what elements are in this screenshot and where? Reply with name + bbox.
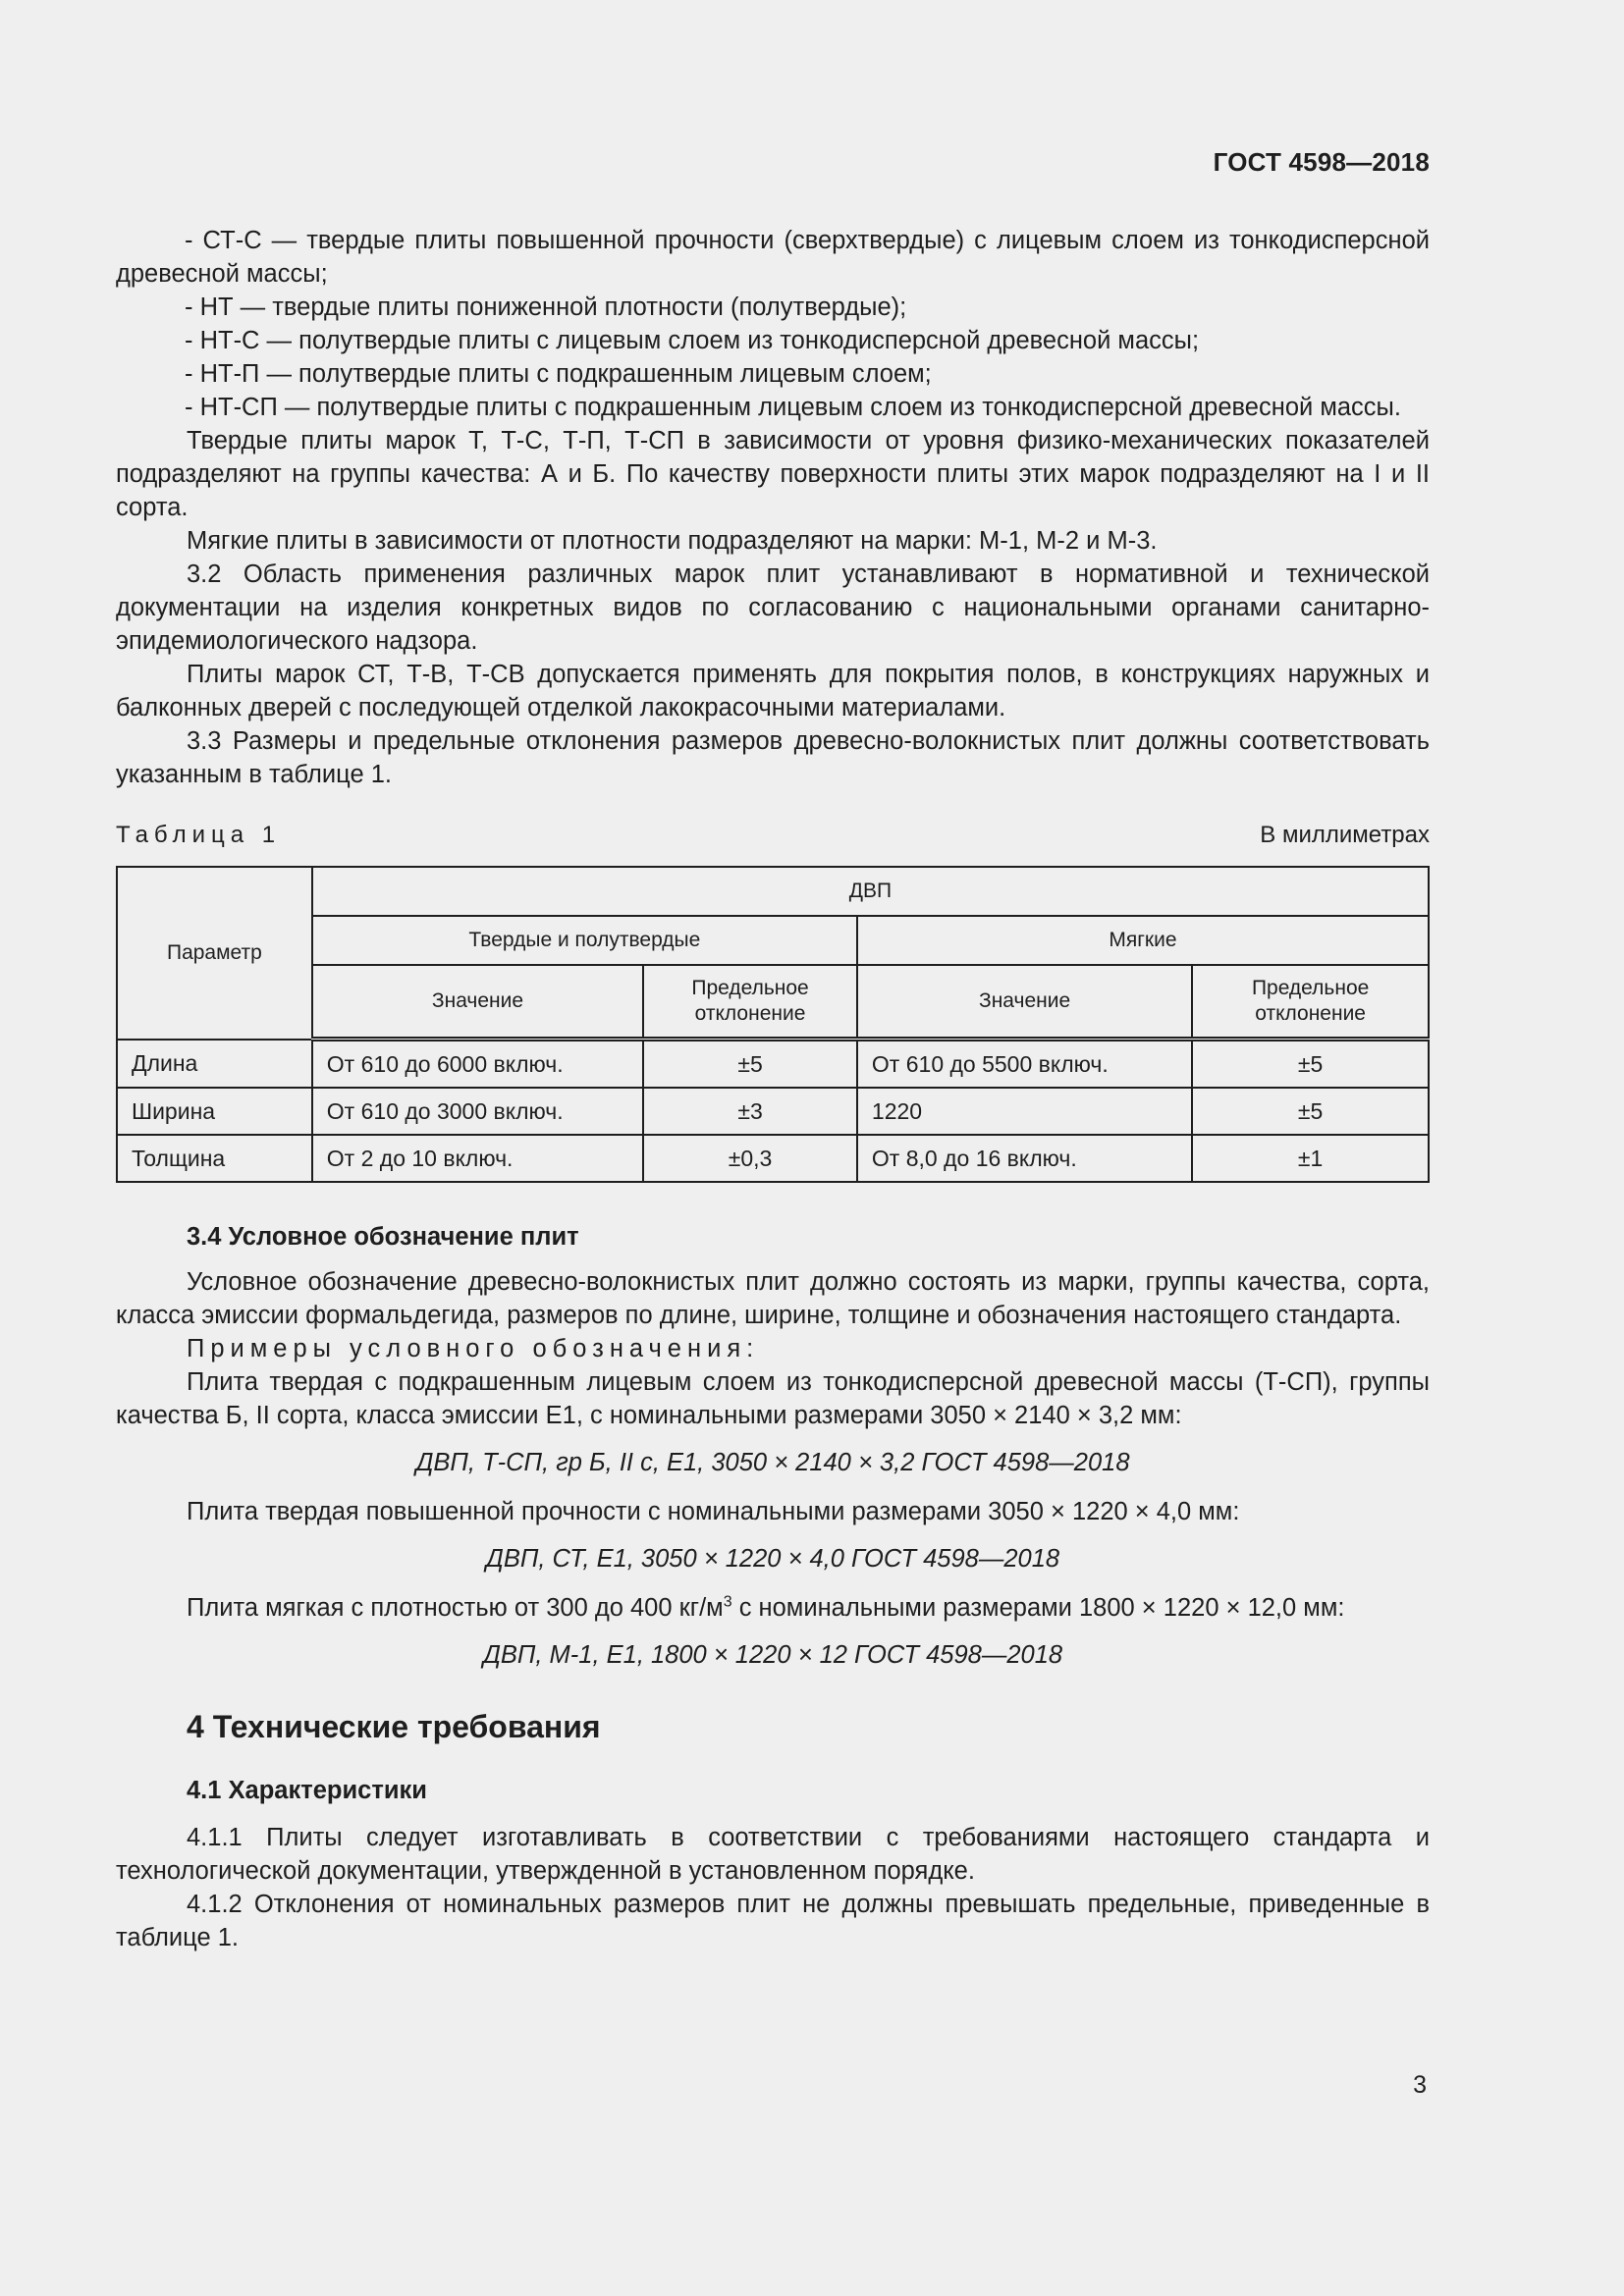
paragraph: 4.1.2 Отклонения от номинальных размеров плит не должны превышать предельные, приведенные в таблице 1.: [116, 1891, 1430, 1951]
text-fragment: с номинальными размерами 1800 × 1220 × 12,0 мм:: [731, 1594, 1345, 1622]
list-item: - НТ-СП — полутвердые плиты с подкрашенным лицевым слоем из тонкодисперсной древесной массы.: [185, 394, 1401, 421]
header-tolerance: Предельное отклонение: [643, 965, 857, 1040]
table-cell: Ширина: [117, 1088, 312, 1135]
page-content: [116, 224, 1430, 1954]
header-value: Значение: [312, 965, 643, 1040]
table-units: В миллиметрах: [1260, 822, 1430, 848]
grade-list: [116, 224, 1430, 424]
header-soft: Мягкие: [857, 916, 1429, 965]
list-item: - НТ — твердые плиты пониженной плотности (полутвердые);: [185, 294, 907, 321]
paragraph: [116, 1591, 1430, 1625]
document-header: ГОСТ 4598—2018: [1213, 147, 1430, 177]
list-item: - СТ-С — твердые плиты повышенной прочности (сверхтвердые) с лицевым слоем из тонкодисперсной древесной массы;: [116, 227, 1430, 288]
text-fragment: Плита мягкая с плотностью от 300 до 400 кг/м: [187, 1594, 724, 1622]
page-number: 3: [1413, 2071, 1427, 2099]
table-cell: От 610 до 5500 включ.: [857, 1040, 1192, 1089]
paragraph: Плита твердая повышенной прочности с номинальными размерами 3050 × 1220 × 4,0 мм:: [187, 1498, 1240, 1525]
section-4-1-title: 4.1 Характеристики: [187, 1777, 427, 1804]
header-tolerance: Предельное отклонение: [1192, 965, 1429, 1040]
designation-example: ДВП, СТ, Е1, 3050 × 1220 × 4,0 ГОСТ 4598—2018: [485, 1545, 1060, 1573]
table-cell: Длина: [117, 1040, 312, 1089]
table-row: [117, 1040, 1429, 1089]
paragraph: Плиты марок СТ, Т-В, Т-СВ допускается применять для покрытия полов, в конструкциях наружных и балконных дверей с последующей отделкой лакокрасочными материалами.: [116, 661, 1430, 721]
examples-label: Примеры условного обозначения:: [187, 1335, 760, 1362]
table-row: [117, 1088, 1429, 1135]
header-hard: Твердые и полутвердые: [312, 916, 857, 965]
paragraph: Мягкие плиты в зависимости от плотности подразделяют на марки: М-1, М-2 и М-3.: [187, 527, 1158, 555]
table-cell: ±1: [1192, 1135, 1429, 1182]
paragraph: 3.2 Область применения различных марок плит устанавливают в нормативной и технической документации на изделия конкретных видов по согласованию с национальными органами санитарно-эпидемиологического надзора.: [116, 561, 1430, 655]
paragraph: 3.3 Размеры и предельные отклонения размеров древесно-волокнистых плит должны соответствовать указанным в таблице 1.: [116, 727, 1430, 788]
section-3-4-title: 3.4 Условное обозначение плит: [187, 1223, 579, 1251]
list-item: - НТ-С — полутвердые плиты с лицевым слоем из тонкодисперсной древесной массы;: [185, 327, 1200, 354]
table-cell: От 610 до 6000 включ.: [312, 1040, 643, 1089]
paragraph: Условное обозначение древесно-волокнистых плит должно состоять из марки, группы качества, сорта, класса эмиссии формальдегида, размеров по длине, ширине, толщине и обозначения настоящего стандарта.: [116, 1268, 1430, 1329]
dimensions-table: [116, 866, 1430, 1183]
header-group: ДВП: [312, 867, 1429, 916]
table-cell: От 2 до 10 включ.: [312, 1135, 643, 1182]
header-value: Значение: [857, 965, 1192, 1040]
superscript: 3: [723, 1593, 732, 1611]
table-cell: ±5: [1192, 1088, 1429, 1135]
table-row: [117, 1135, 1429, 1182]
section-4-title: 4 Технические требования: [187, 1709, 601, 1744]
table-cell: Толщина: [117, 1135, 312, 1182]
paragraph: 4.1.1 Плиты следует изготавливать в соответствии с требованиями настоящего стандарта и технологической документации, утвержденной в установленном порядке.: [116, 1824, 1430, 1885]
header-parameter: Параметр: [117, 867, 312, 1040]
list-item: - НТ-П — полутвердые плиты с подкрашенным лицевым слоем;: [185, 360, 932, 388]
designation-example: ДВП, Т-СП, гр Б, II с, Е1, 3050 × 2140 × 3,2 ГОСТ 4598—2018: [415, 1449, 1130, 1476]
table-cell: От 610 до 3000 включ.: [312, 1088, 643, 1135]
table-cell: От 8,0 до 16 включ.: [857, 1135, 1192, 1182]
paragraph: Твердые плиты марок Т, Т-С, Т-П, Т-СП в зависимости от уровня физико-механических показателей подразделяют на группы качества: А и Б. По качеству поверхности плиты этих марок подразделяют на I и II сорта.: [116, 427, 1430, 521]
designation-example: ДВП, М-1, Е1, 1800 × 1220 × 12 ГОСТ 4598—2018: [482, 1641, 1063, 1669]
table-caption: Таблица 1: [116, 822, 282, 848]
table-cell: ±0,3: [643, 1135, 857, 1182]
table-cell: 1220: [857, 1088, 1192, 1135]
table-caption-row: [116, 819, 1430, 852]
table-cell: ±3: [643, 1088, 857, 1135]
table-cell: ±5: [643, 1040, 857, 1089]
table-cell: ±5: [1192, 1040, 1429, 1089]
paragraph: Плита твердая с подкрашенным лицевым слоем из тонкодисперсной древесной массы (Т-СП), группы качества Б, II сорта, класса эмиссии Е1, с номинальными размерами 3050 × 2140 × 3,2 мм:: [116, 1368, 1430, 1429]
